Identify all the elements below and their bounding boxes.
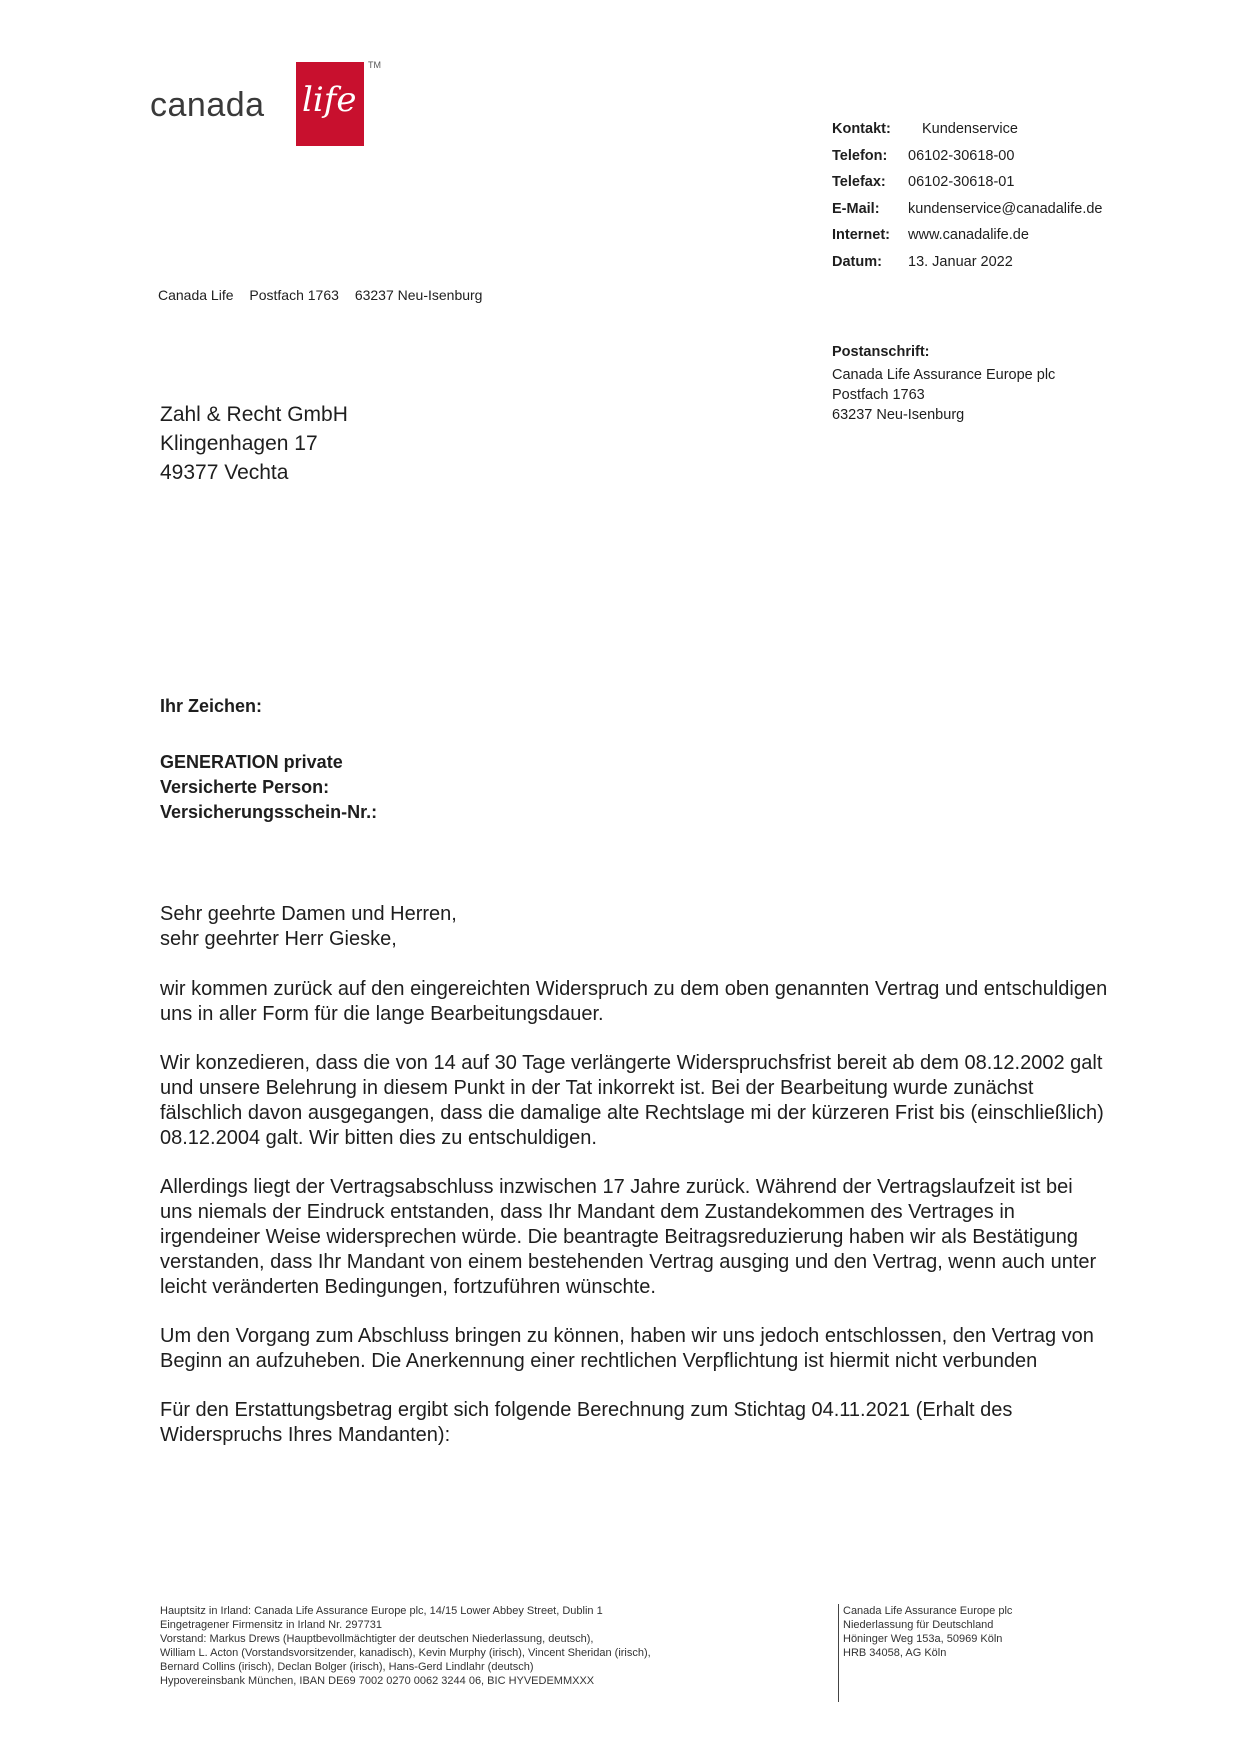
footer-divider — [838, 1604, 839, 1702]
postal-line: Canada Life Assurance Europe plc — [832, 367, 1056, 383]
contact-row-email: E-Mail: kundenservice@canadalife.de — [832, 200, 1103, 217]
recipient-line: Zahl & Recht GmbH — [160, 403, 348, 426]
contact-row-telefax: Telefax: 06102-30618-01 — [832, 174, 1015, 190]
logo-wordmark: canada — [150, 86, 265, 124]
policy-number-label: Versicherungsschein-Nr.: — [160, 802, 378, 822]
paragraph: Allerdings liegt der Vertragsabschluss inzwischen 17 Jahre zurück. Während der Vertragslaufzeit ist bei uns niemals der Eindruck entstanden, dass Ihr Mandant dem Zustandekommen des Vertrages in irgendeiner Weise widersprechen würde. Die beantragte Beitragsreduzierung haben wir als Bestätigung verstanden, dass Ihr Mandant von einem bestehenden Vertrag ausging und den Vertrag, wenn auch unter leicht veränderten Bedingungen, fortzuführen wünschte. — [160, 1176, 1097, 1298]
ihr-zeichen-label: Ihr Zeichen: — [160, 696, 263, 716]
product-name: GENERATION private — [160, 752, 343, 772]
sender-return-address: Canada Life Postfach 1763 63237 Neu-Isenburg — [158, 287, 483, 303]
footer-branch-info: Canada Life Assurance Europe plc Niederlassung für Deutschland Höninger Weg 153a, 50969 Köln HRB 34058, AG Köln — [843, 1605, 1013, 1659]
logo-red-box — [296, 62, 364, 146]
contact-row-kontakt: Kontakt: Kundenservice — [832, 121, 1018, 137]
letter-date: 13. Januar 2022 — [908, 253, 1013, 270]
paragraph: wir kommen zurück auf den eingereichten Widerspruch zu dem oben genannten Vertrag und entschuldigen uns in aller Form für die lange Bearbeitungsdauer. — [160, 978, 1108, 1025]
letter-body — [160, 902, 1110, 1448]
recipient-address — [160, 400, 348, 487]
logo-script: life — [302, 80, 357, 120]
contact-row-telefon: Telefon: 06102-30618-00 — [832, 147, 1015, 164]
contact-row-datum: Datum: 13. Januar 2022 — [832, 253, 1013, 270]
postal-heading: Postanschrift: — [832, 344, 930, 360]
logo-trademark: TM — [368, 60, 381, 70]
paragraph: Für den Erstattungsbetrag ergibt sich folgende Berechnung zum Stichtag 04.11.2021 (Erhalt des Widerspruchs Ihres Mandanten): — [160, 1399, 1013, 1446]
paragraph: Um den Vorgang zum Abschluss bringen zu können, haben wir uns jedoch entschlossen, den Vertrag von Beginn an aufzuheben. Die Anerkennung einer rechtlichen Verpflichtung ist hiermit nicht verbunden — [160, 1325, 1094, 1372]
salutation: sehr geehrter Herr Gieske, — [160, 928, 397, 950]
postal-line: Postfach 1763 — [832, 387, 925, 403]
paragraph: Wir konzedieren, dass die von 14 auf 30 Tage verlängerte Widerspruchsfrist bereit ab dem 08.12.2002 galt und unsere Belehrung in diesem Punkt in der Tat inkorrekt ist. Bei der Bearbeitung wurde zunächst fälschlich davon ausgegangen, dass die damalige alte Rechtslage mi der kürzeren Frist bis (einschließlich) 08.12.2004 galt. Wir bitten dies zu entschuldigen. — [160, 1052, 1104, 1149]
contact-block — [832, 121, 1102, 280]
postal-address — [832, 342, 1055, 425]
insured-person-label: Versicherte Person: — [160, 777, 330, 797]
recipient-line: 49377 Vechta — [160, 461, 289, 484]
recipient-line: Klingenhagen 17 — [160, 432, 318, 455]
contact-row-internet: Internet: www.canadalife.de — [832, 227, 1029, 243]
salutation: Sehr geehrte Damen und Herren, — [160, 903, 457, 925]
postal-line: 63237 Neu-Isenburg — [832, 407, 965, 423]
website-url[interactable]: www.canadalife.de — [908, 227, 1029, 243]
footer-company-info: Hauptsitz in Irland: Canada Life Assurance Europe plc, 14/15 Lower Abbey Street, Dublin 1 Eingetragener Firmensitz in Irland Nr. 297731 Vorstand: Markus Drews (Hauptbevollmächtigter der deutschen Niederlassung, deutsch), William L. Acton (Vorstandsvorsitzender, kanadisch), Kevin Murphy (irisch), Vincent Sheridan (irisch), Bernard Collins (irisch), Declan Bolger (irisch), Hans-Gerd Lindlahr (deutsch) Hypovereinsbank München, IBAN DE69 7002 0270 0062 3244 06, BIC HYVEDEMMXXX — [160, 1605, 651, 1687]
email-address[interactable]: kundenservice@canadalife.de — [908, 200, 1103, 217]
reference-block — [160, 694, 377, 825]
